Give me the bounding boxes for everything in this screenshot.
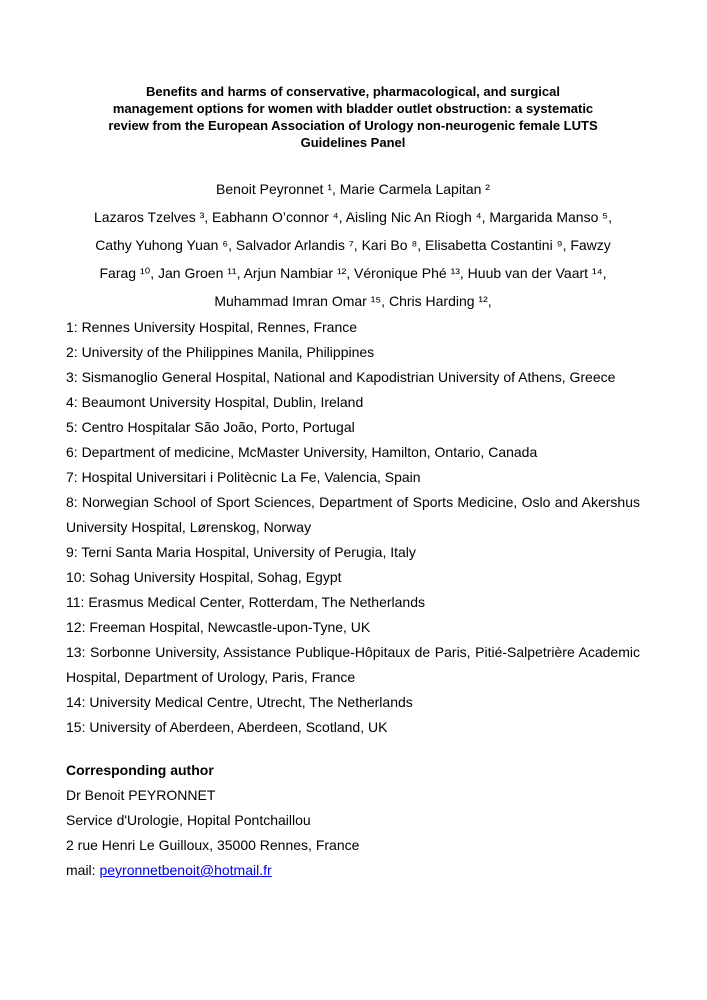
author-line: Benoit Peyronnet ¹, Marie Carmela Lapitan ²: [216, 181, 490, 197]
affiliation-item: 2: University of the Philippines Manila, Philippines: [66, 344, 375, 360]
author-line: Farag ¹⁰, Jan Groen ¹¹, Arjun Nambiar ¹², Véronique Phé ¹³, Huub van der Vaart ¹⁴,: [99, 265, 607, 281]
affiliation-item: 4: Beaumont University Hospital, Dublin, Ireland: [66, 394, 364, 410]
affiliation-item: 9: Terni Santa Maria Hospital, University of Perugia, Italy: [66, 544, 416, 560]
affiliation-item: 10: Sohag University Hospital, Sohag, Egypt: [66, 569, 342, 585]
affiliation-item: 3: Sismanoglio General Hospital, National and Kapodistrian University of Athens, Greece: [66, 369, 616, 385]
paper-title-line: Guidelines Panel: [300, 135, 406, 150]
affiliation-item: 12: Freeman Hospital, Newcastle-upon-Tyne, UK: [66, 619, 371, 635]
mail-label: mail:: [66, 862, 100, 878]
affiliation-item: 15: University of Aberdeen, Aberdeen, Scotland, UK: [66, 719, 388, 735]
affiliation-item: 6: Department of medicine, McMaster University, Hamilton, Ontario, Canada: [66, 444, 538, 460]
affiliation-item: 8: Norwegian School of Sport Sciences, Department of Sports Medicine, Oslo and Akershus University Hospital, Lørenskog, Norway: [66, 494, 640, 535]
corresponding-author-address-2: 2 rue Henri Le Guilloux, 35000 Rennes, France: [66, 837, 360, 853]
affiliation-item: 14: University Medical Centre, Utrecht, The Netherlands: [66, 694, 413, 710]
email-link[interactable]: peyronnetbenoit@hotmail.fr: [99, 862, 272, 878]
affiliation-item: 7: Hospital Universitari i Politècnic La Fe, Valencia, Spain: [66, 469, 421, 485]
corresponding-author-name: Dr Benoit PEYRONNET: [66, 787, 216, 803]
corresponding-author-heading: Corresponding author: [66, 762, 214, 778]
affiliation-item: 1: Rennes University Hospital, Rennes, France: [66, 319, 358, 335]
author-line: Muhammad Imran Omar ¹⁵, Chris Harding ¹²,: [214, 293, 492, 309]
paper-title-line: review from the European Association of Urology non-neurogenic female LUTS: [108, 118, 598, 133]
affiliation-item: 13: Sorbonne University, Assistance Publique-Hôpitaux de Paris, Pitié-Salpetrière Academic Hospital, Department of Urology, Paris, France: [66, 644, 640, 685]
author-list: [66, 175, 640, 315]
affiliation-item: 11: Erasmus Medical Center, Rotterdam, The Netherlands: [66, 594, 425, 610]
corresponding-author-address-1: Service d'Urologie, Hopital Pontchaillou: [66, 812, 311, 828]
paper-title-line: management options for women with bladder outlet obstruction: a systematic: [112, 101, 594, 116]
author-line: Cathy Yuhong Yuan ⁶, Salvador Arlandis ⁷, Kari Bo ⁸, Elisabetta Costantini ⁹, Fawzy: [95, 237, 611, 253]
paper-title: [66, 83, 640, 151]
author-line: Lazaros Tzelves ³, Eabhann O’connor ⁴, Aisling Nic An Riogh ⁴, Margarida Manso ⁵,: [94, 209, 612, 225]
corresponding-author-section: [66, 758, 640, 883]
paper-title-line: Benefits and harms of conservative, pharmacological, and surgical: [146, 84, 560, 99]
corresponding-author-mail-line: [66, 858, 640, 883]
affiliation-list: [66, 315, 640, 740]
affiliation-item: 5: Centro Hospitalar São João, Porto, Portugal: [66, 419, 355, 435]
